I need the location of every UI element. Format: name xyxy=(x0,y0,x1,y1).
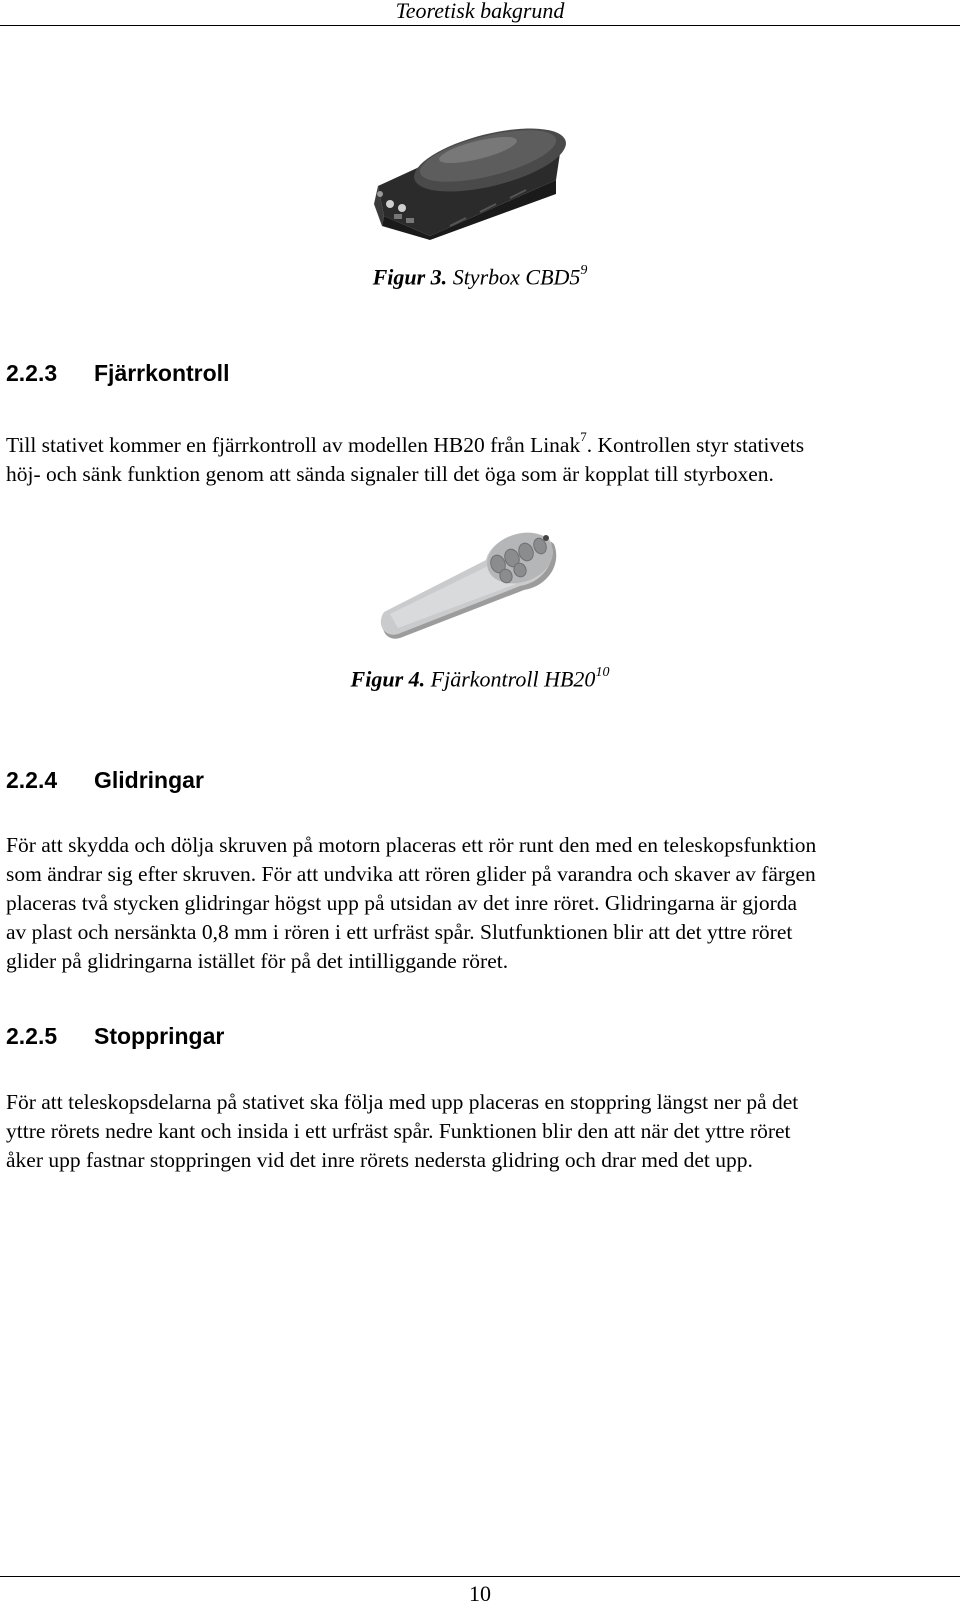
footnote-ref: 7 xyxy=(580,429,587,444)
paragraph-line: åker upp fastnar stoppringen vid det inre rörets nedersta glidring och drar med det upp. xyxy=(6,1148,753,1172)
figure-4-text: Fjärkontroll HB20 xyxy=(430,666,596,692)
header-rule xyxy=(0,25,960,26)
paragraph-line: av plast och nersänkta 0,8 mm i rören i ett urfräst spår. Slutfunktionen blir att det yttre röret xyxy=(6,920,793,944)
section-2-2-5-heading xyxy=(6,1023,224,1049)
paragraph-line: yttre rörets nedre kant och insida i ett urfräst spår. Funktionen blir den att när det yttre röret xyxy=(6,1119,791,1143)
remote-control-image xyxy=(376,524,562,640)
section-2-2-3-heading xyxy=(6,360,229,386)
figure-3-text: Styrbox CBD5 xyxy=(452,264,581,290)
section-title: Fjärrkontroll xyxy=(94,360,230,386)
section-2-2-4-heading xyxy=(6,767,204,793)
running-header: Teoretisk bakgrund xyxy=(395,0,565,23)
section-number: 2.2.5 xyxy=(6,1023,58,1049)
figure-3-ref: 9 xyxy=(580,263,588,278)
section-title: Stoppringar xyxy=(94,1023,225,1049)
paragraph-line: höj- och sänk funktion genom att sända signaler till det öga som är kopplat till styrboxen. xyxy=(6,462,774,487)
paragraph-line: glider på glidringarna istället för på det intilliggande röret. xyxy=(6,949,509,973)
control-box-image xyxy=(370,108,570,240)
figure-4-label: Figur 4. xyxy=(350,666,426,692)
figure-3-caption xyxy=(0,260,960,290)
figure-3-label: Figur 3. xyxy=(372,264,448,290)
paragraph-line: placeras två stycken glidringar högst upp på utsidan av det inre röret. Glidringarna är gjorda xyxy=(6,891,798,915)
paragraph-line: För att skydda och dölja skruven på motorn placeras ett rör runt den med en teleskopsfunktion xyxy=(6,833,817,857)
section-2-2-3-paragraph xyxy=(6,425,956,489)
paragraph-line: För att teleskopsdelarna på stativet ska följa med upp placeras en stoppring längst ner på det xyxy=(6,1090,799,1114)
page-number: 10 xyxy=(469,1581,491,1606)
figure-4-ref: 10 xyxy=(595,665,610,680)
figure-4-caption xyxy=(0,662,960,692)
section-2-2-5-paragraph xyxy=(6,1088,956,1175)
footer-rule xyxy=(0,1576,960,1577)
paragraph-line: som ändrar sig efter skruven. För att undvika att rören glider på varandra och skaver av färgen xyxy=(6,862,816,886)
section-2-2-4-paragraph xyxy=(6,831,956,976)
section-title: Glidringar xyxy=(94,767,204,793)
section-number: 2.2.3 xyxy=(6,360,58,386)
section-number: 2.2.4 xyxy=(6,767,58,793)
paragraph-line: Till stativet kommer en fjärrkontroll av modellen HB20 från Linak$^7$. Kontrollen styr stativets xyxy=(6,429,805,458)
